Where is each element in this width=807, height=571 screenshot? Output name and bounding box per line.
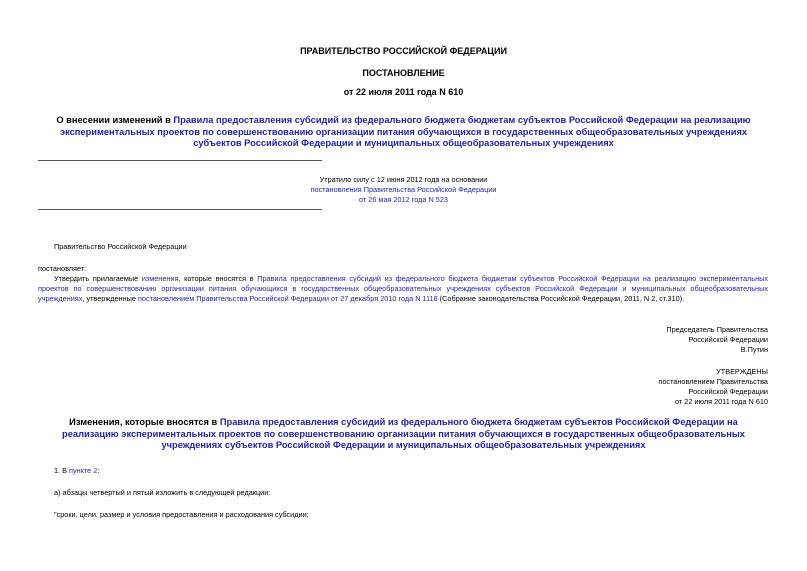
signature-block	[500, 325, 768, 355]
change-item-1	[54, 466, 99, 476]
document-title	[40, 115, 767, 150]
changes-title-rules-link[interactable]: Правила предоставления субсидий из федерального бюджета бюджетам субъектов Российской Федерации на реализацию экспериментальных проектов по совершенствованию организации питания обучающихся в государственных общеобразовательных учреждениях субъектов Российской Федерации и муниципальных общеобразовательных учреждениях	[62, 417, 745, 450]
signature-position: Председатель Правительства	[666, 325, 768, 334]
issuer: Правительство Российской Федерации	[54, 242, 187, 251]
status-note-link-date[interactable]: от 26 мая 2012 года N 523	[359, 195, 448, 204]
clause-2-link[interactable]: пункте 2	[69, 466, 98, 475]
title-rules-link[interactable]: Правила предоставления субсидий из федерального бюджета бюджетам субъектов Российской Федерации на реализацию экспериментальных проектов по совершенствованию организации питания обучающихся в государственных общеобразовательных учреждениях субъектов Российской Федерации и муниципальных общеобразовательных учреждениях	[59, 115, 751, 148]
title-prefix: О внесении изменений в	[56, 115, 174, 125]
approved-label: УТВЕРЖДЕНЫ	[716, 367, 768, 376]
status-note	[200, 175, 607, 205]
document-type: ПОСТАНОВЛЕНИЕ	[362, 68, 445, 78]
changes-title	[40, 417, 767, 452]
signature-position-2: Российской Федерации	[688, 335, 768, 344]
paragraph-text: Утвердить прилагаемые	[54, 274, 142, 283]
paragraph-text: , утвержденные	[82, 294, 138, 303]
divider-top	[38, 160, 322, 161]
change-item-a: а) абзацы четвертый и пятый изложить в следующей редакции:	[54, 488, 271, 497]
changes-link[interactable]: изменения	[141, 274, 179, 283]
status-note-line: Утратило силу с 12 июня 2012 года на основании	[319, 175, 488, 184]
document-date-number: от 22 июля 2011 года N 610	[343, 87, 464, 97]
item-text: 1. В	[54, 466, 70, 475]
divider-bottom	[38, 209, 322, 210]
approved-line: постановлением Правительства	[658, 377, 768, 386]
approved-date: от 22 июля 2011 года N 610	[675, 397, 768, 406]
approved-line: Российской Федерации	[688, 387, 768, 396]
item-text: :	[97, 466, 100, 475]
resolution-paragraph	[38, 274, 768, 304]
paragraph-text: , которые вносятся в	[178, 274, 258, 283]
paragraph-text: (Собрание законодательства Российской Федерации, 2011, N 2, ст.310).	[437, 294, 685, 303]
decides-label: постановляет:	[38, 264, 87, 273]
quoted-text: "сроки, цели, размер и условия предоставления и расходования субсидии;	[54, 510, 309, 519]
status-note-link[interactable]: постановления Правительства Российской Федерации	[310, 185, 497, 194]
decree-1118-link[interactable]: постановлением Правительства Российской Федерации от 27 декабря 2010 года N 1118	[137, 294, 438, 303]
changes-title-prefix: Изменения, которые вносятся в	[69, 417, 220, 427]
rules-link[interactable]: Правила предоставления субсидий из федерального бюджета бюджетам субъектов Российской Федерации на реализацию экспериментальных проектов по совершенствованию организации питания обучающихся в государственных общеобразовательных учреждениях субъектов Российской Федерации и муниципальных общеобразовательных учреждениях	[38, 274, 768, 303]
signature-name: В.Путин	[740, 345, 768, 354]
government-name: ПРАВИТЕЛЬСТВО РОССИЙСКОЙ ФЕДЕРАЦИИ	[300, 46, 507, 56]
approved-block	[500, 367, 768, 407]
